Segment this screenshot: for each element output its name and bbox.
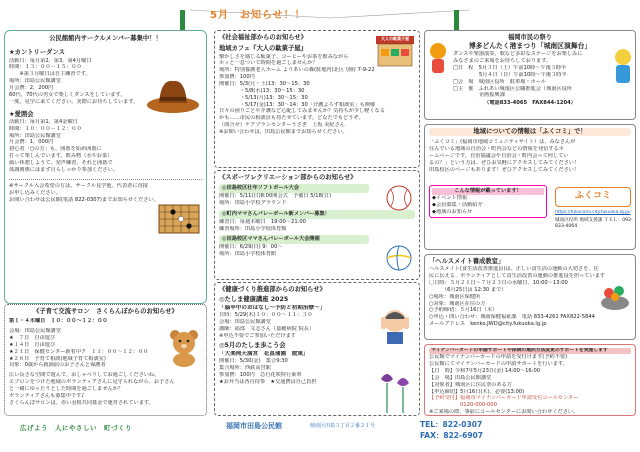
fukushi-line: （問合せ）ケアプランセンターうさぎ 上坂 美紀さん [219,122,345,129]
mynumber-line: 【予約受付】福岡市マイナンバーカード申請受付コールセンター [429,395,579,402]
kenko-line: 集合場所：西鉄高宮駅 [219,364,271,371]
info-item: ◆会員募集・活動紹介 [432,201,483,208]
fukucomi-url-link[interactable]: https://fukucomi.city.fukuoka.lg.jp/ [555,210,631,215]
sports-line: 開催日：6/29(日) 9：00～ [219,244,283,251]
kosodate-body: さくらんぼサロンは、赤い羽根共同募金で運営されています。 [9,399,154,406]
fukucomi-logo: ふくコミ [555,187,631,207]
sports-line: 練習場所：田島小学校体育館 [219,225,287,232]
fukushi-line: 懐かしさを感じる駄菓子、コーヒーやお茶を飲みながら [219,53,349,60]
fukushi-line: 参加費：100円 [219,74,255,81]
fukushi-section [214,30,420,168]
fukushi-line: ※お問い合わせは、田島公民館までお知らせください。 [219,129,348,136]
sports-line: 開催日：5/11(日)8:00開会式 予備日 5/18(日) [219,193,332,200]
mascot-left-icon [427,41,449,75]
cantry-line: 場所：田島公民館講堂 [9,78,61,85]
kenko-line: 開催日：5/30(金) 集合9:30 [219,358,288,365]
section-subtitle: 博多どんたく港まつり「城南区演舞台」 [468,42,592,51]
mascot-right-icon [611,47,635,87]
sports-line: 場所：田島小学校グラウンド [219,200,287,207]
fukushi-line: ・5/13(月)13：30～15：30 [219,94,308,101]
sports-section [214,170,420,280]
flag-icon [454,10,460,30]
fukucomi-line: ームページです。自治協議会や自治会・町内会って何してい [429,153,569,160]
kosodate-line: 会場：田島公民館講堂 [9,328,61,335]
kenko-line: ※申込不要でご参加いただけます [219,332,296,339]
kenko-item2-title: ◎5月のたしま歩こう会 [219,342,286,350]
helthmate-line: ○予約締切：５月16日（木） [429,307,498,314]
kosodate-line: ★２１日 保健センター新着中ク １１：００～１２：００ [9,348,149,355]
fukucomi-line: るの？」という方は、ぜひお気軽にアクセスしてみてください！ [429,159,580,166]
kosodate-section [4,304,207,416]
note-line: お問い合わせは公民館(電話 822-0307)までお知らせください。 [9,196,159,203]
section-title: 《子育て交流サロン さくらんぼからのお知らせ》 [33,308,178,315]
section-subtitle: 地域カフェ『大人の駄菓子屋』 [219,45,307,53]
mynumber-line: 公民館にてマイナンバーカードの申請サポートを行います。 [429,361,568,368]
igo-line: 初心者「○の方」も、囲碁を始め囲碁に [9,146,102,153]
fukucomi-info-box [429,185,547,218]
kenko-line: 参加費：100円 急行花咲特行乗車 [219,371,302,378]
volleyball-icon [383,243,415,273]
page-footer [0,418,640,452]
mynumber-line: 【会 場】田島公民館講堂 [429,374,492,381]
flag-icon [180,10,186,30]
cantry-line: 月会費：2，200円 [9,85,54,92]
note-line: ※サークル入会希望の方は、サークル見学他、代表者に直接 [9,182,148,189]
footer-org: 福岡市田島公民館 [226,422,282,430]
kosodate-line: ★ ７日 自由遊び [9,335,56,342]
matsuri-line: 企画振興課 [453,92,505,99]
cooking-vegetables-icon [597,277,633,313]
mynumber-line: 【日 時】令和7年5月23日(金) 14:00～16:00 [429,368,541,375]
kenko-item1-sub: 「脳卒中のおはなし～予防と初期治療～」 [219,304,326,311]
fukucomi-line: 「ふくコミ」(福岡市地域コミュニティサイト）は、みなさんが [429,139,576,146]
go-board-icon [157,199,201,239]
cantry-title: ★カントリーダンス [9,49,65,57]
igo-line: 打って楽しんでいます。飲み物（水やお茶） [9,153,113,160]
sports-item3-title: ◎田島校区ママさんバレーボール大会開催 [219,235,369,244]
helthmate-line: （6月25日は 12:30 まで） [429,286,507,293]
helthmate-line: ○申込・問い合わせ：城南保健福祉課 電話 833-4261 FAX822-5844 [429,314,595,321]
fukushi-line: ホッと一息ついて時間を過ごしませんか？ [219,60,318,67]
kenko-item1-title: ◎たしま健康講座 2025 [219,296,289,304]
kenko-line: 日時：5/29(木)１０：００～１１：３０ [219,311,313,318]
sports-line: 練習日：毎週木曜日 19:00～21:00 [219,218,306,225]
kosodate-line: ★１４日 自由遊び [9,341,56,348]
section-title: 地域についての情報は「ふくコミ」で！ [429,128,631,136]
mynumber-section [424,344,636,416]
sports-item1-title: ◎田島校区壮年ソフトボール大会 [219,184,369,193]
kosodate-line: ★２８日 子育て相談(地域子育て相談室) [9,355,106,362]
kosodate-body: 広い長さな空間で遊んで、おしゃべりしてお過ごしくださいね。 [9,372,160,379]
helthmate-line: ○対象：城南区在住の方 [429,300,486,307]
section-title: 《スポーツレクリエーション部からのお知らせ》 [219,174,357,181]
shop-sign: 大人の駄菓子屋 [381,36,409,41]
cantry-line: ※第３月曜日は自主練習です。 [9,71,91,78]
fukushi-line: 日々の困りごとや介護など心配してみませんか？気持ちが少し軽くなる [219,108,386,115]
helthmate-section [424,254,636,340]
teddy-bear-icon [165,327,203,367]
kosodate-body: と一緒にゆったりとした時間を過ごしませんか？ [9,386,124,393]
info-item: ◆地域のお知らせ [432,208,473,215]
helthmate-line: 民に伝える、ボランティアとして食生活改善の運動の推進役を担っています [429,273,605,280]
helthmate-line: ○場所：城南区保健所 [429,293,481,300]
kosodate-body: ボランティアさんも募集中です♪ [9,392,85,399]
sports-item2-title: ◎町内ママさんバレーボール新メンバー募集！ [219,210,415,219]
fukucomi-section [424,124,636,250]
circle-recruit-section [4,30,207,304]
helthmate-line: ヘルスメイト(食生活改善推進員)は、正しい食生活の運動の大切さを、住 [429,266,599,273]
helthmate-line: メールアドレス kenko.JWD@city.fukuoka.lg.jp [429,321,547,328]
footer-slogan: 広げよう 人にやさしい 町づくり [20,424,132,432]
matsuri-section [424,30,636,120]
section-title: 《社会福祉部からのお知らせ》 [219,34,307,41]
dagashiya-shop-icon [375,35,415,69]
section-title: 《健康づくり推進部からのお知らせ》 [219,286,326,293]
section-title: 公民館館内サークルメンバー募集中！！ [49,35,162,42]
footer-tel: TEL：822-0307 [420,420,483,429]
mynumber-line: 【対象者】城南区に住民票のある方 [429,381,513,388]
page-title: 5月 お知らせ！！ [210,10,306,21]
kenko-line: 会場：田島公民館講堂 [219,318,271,325]
kenko-line: ★お弁当は各自持参 ★交通費は自己負担 [219,378,317,385]
igo-line: 体調関係にはまず自らしっかり参加ください。 [9,166,118,173]
mynumber-line: 公民館でマイナンバーカードの申請を受付けます(予約不要) [429,354,568,361]
mynumber-line: 【申込締切】5月16日(木)、必要(13:00) [429,388,525,395]
igo-line: 活動日：毎月第1、第4金曜日 [9,118,78,125]
fukushi-line: ・5/8(水)13：30～15：30 [219,87,305,94]
cantry-line: 時間：１３：００－１５：００ [9,64,82,71]
kosodate-line: 対象：0歳から就園前のお子さんと保護者 [9,362,106,369]
footer-fax: FAX：822-6907 [420,431,483,440]
mynumber-line: ※ご来場の際、事前にコールセンターにお問い合わせください。 [429,409,579,416]
fukushi-line: 開催日：5/3(月・土)13：30～15：30 [219,81,310,88]
matsuri-line: □主 催 ふれあい城南区公職推進会（城南区役所 [453,85,573,92]
note-line: お申し込みください。 [9,189,61,196]
fukucomi-contact: 城南区役所 地域支援課 ＴＥＬ：092-833-4064 [555,218,633,230]
info-item: ◆イベント情報 [432,194,468,201]
sports-line: 場所：田島小学校体育館 [219,251,277,258]
igo-line: 場所：田島公民館講堂 [9,132,61,139]
section-title: マイナンバーカードの申請サポートや保険の選択方法変更のサポートを実施します [429,348,631,354]
cantry-line: 活動日：毎月第2、第3、第4月曜日 [9,57,92,64]
footer-address: 城南区田島３丁目２番２１号 [310,423,376,429]
igo-line: 時間：１０：００－１２：００ [9,125,82,132]
cowboy-hat-icon [145,71,201,119]
info-title: こんな情報が載っています！ [432,188,544,195]
fukucomi-line: 田島校区のページもあります！ぜひアクセスしてみてください！ [429,166,580,173]
matsuri-line: ダンスや楽器演奏、歌など多彩なステージをお楽しみに [453,51,583,58]
cantry-line: 60代、70代の男女で楽しくダンスをしています。 [9,91,126,98]
matsuri-line: みなさまのご来場をお待ちしております。 [453,58,552,65]
igo-line: 顔い休憩しようて、発声練習、それと囲碁で [9,160,113,167]
igo-line: 月会費：1，000円 [9,139,54,146]
kosodate-time: 第１・４木曜日 １０：００～１２：００ [9,318,108,325]
kenko-line: 講師：福部 文志さん（嘉穂病院 院長） [219,325,315,332]
fukushi-line: かも……市民の相談員も持たせています。どなたでもどうぞ。 [219,115,364,122]
kenko-section [214,282,420,416]
cantry-line: 一度、見学に来てください。実際にお待ちしています。 [9,98,139,105]
mynumber-line: 0120-000-000 [429,402,497,409]
page-header [0,0,640,30]
helthmate-line: 〇日時：５月２１日～７月２３日の水曜日、10:00～13:00 [429,280,568,287]
matsuri-line: □日 程 5月３日（土）午前10時～午後３時半 [453,64,567,71]
softball-icon [383,183,415,213]
fukushi-line: ・5/17(金)13：30～14：30「介護よろず相談室」も開催 [219,101,376,108]
igo-title: ★愛囲会 [9,110,34,118]
section-title: 「ヘルスメイト養成教室」 [429,258,505,265]
matsuri-line: 5月４日（日）午前10時～午後３時半 [453,71,567,78]
section-title: 福岡市民の祭り [507,34,553,41]
fukucomi-line: 住んでいる地域の自治会・町内会などの情報を発信するホ [429,146,564,153]
kosodate-body: エプロンをつけた地域のボランティアさんに見守られながら、お子さん [9,379,175,386]
kenko-item2-sub: 「大楽岡天満宮 花菖蒲園 散策」 [219,350,309,357]
matsuri-contact: （電話833-4065 FAX844-1204） [484,100,576,107]
iris-flower-icon [377,369,415,413]
headache-person-icon [375,305,415,345]
matsuri-line: □会 場 城南区役所 駐車場・ホール [453,78,546,85]
fukushi-line: 場所：特別養護老人ホーム よりあいの森(駐地内)北区 別府 7-9-22 [219,67,375,74]
